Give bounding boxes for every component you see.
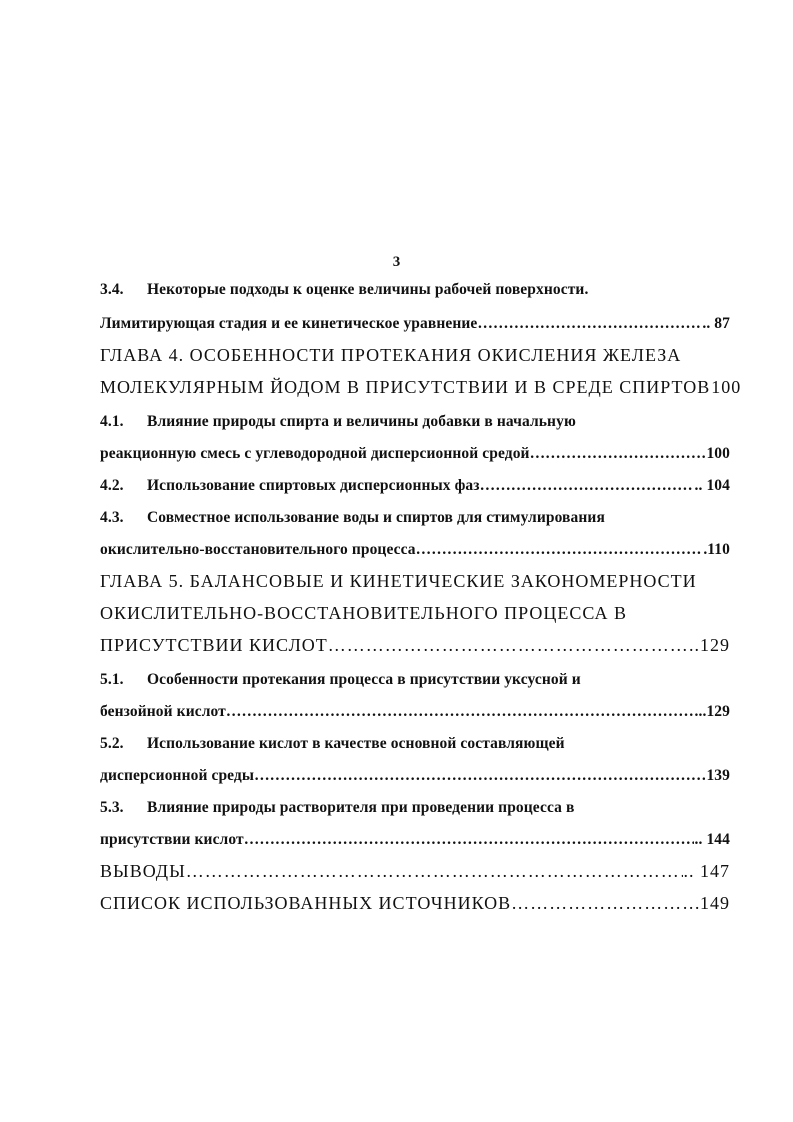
section-number: 5.2. xyxy=(100,735,124,752)
dot-leader xyxy=(511,893,699,914)
entry-title: ВЫВОДЫ xyxy=(100,861,186,881)
entry-title-cont: Лимитирующая стадия и ее кинетическое уравнение xyxy=(100,315,478,332)
entry-title: Влияние природы растворителя при проведении процесса в xyxy=(147,799,575,816)
dot-leader xyxy=(254,767,705,785)
toc-chapter-5-heading xyxy=(100,571,697,592)
toc-chapter-4-heading xyxy=(100,345,681,366)
chapter-title-cont: ОКИСЛИТЕЛЬНО-ВОССТАНОВИТЕЛЬНОГО ПРОЦЕССА В xyxy=(100,603,627,623)
section-number: 3.4. xyxy=(100,281,124,298)
entry-title-cont: бензойной кислот xyxy=(100,703,226,720)
dot-leader xyxy=(530,445,706,463)
entry-title: Некоторые подходы к оценке величины рабочей поверхности. xyxy=(147,281,589,298)
toc-entry-5-2[interactable] xyxy=(100,767,730,785)
entry-title: Совместное использование воды и спиртов для стимулирования xyxy=(147,509,605,526)
chapter-title: ГЛАВА 5. БАЛАНСОВЫЕ И КИНЕТИЧЕСКИЕ ЗАКОНОМЕРНОСТИ xyxy=(100,571,697,591)
dot-leader xyxy=(416,541,703,559)
entry-title: Влияние природы спирта и величины добавки в начальную xyxy=(147,413,576,430)
entry-title-cont: окислительно-восстановительного процесса xyxy=(100,541,416,558)
toc-entry-4-1[interactable] xyxy=(100,445,730,463)
toc-entry-4-2[interactable] xyxy=(100,477,730,495)
entry-title: Использование кислот в качестве основной составляющей xyxy=(147,735,565,752)
page-ref: .. 144 xyxy=(694,831,730,848)
dot-leader xyxy=(328,635,688,656)
page-ref: .. 147 xyxy=(683,861,730,881)
dot-leader xyxy=(480,477,694,495)
toc-entry-5-1-heading xyxy=(100,671,581,689)
toc-entry-5-3[interactable] xyxy=(100,831,730,849)
dot-leader xyxy=(226,703,698,721)
dot-leader xyxy=(477,315,701,333)
page-ref: 149 xyxy=(700,893,730,913)
toc-references[interactable] xyxy=(100,893,730,914)
toc-entry-3-4-heading xyxy=(100,281,588,299)
dot-leader xyxy=(244,831,694,849)
section-number: 5.3. xyxy=(100,799,124,816)
page-ref: .110 xyxy=(703,541,730,558)
page-number: 3 xyxy=(392,254,401,270)
toc-entry-3-4[interactable] xyxy=(100,315,730,333)
entry-title: Использование спиртовых дисперсионных фаз xyxy=(147,477,480,494)
section-number: 5.1. xyxy=(100,671,124,688)
section-number: 4.2. xyxy=(100,477,124,494)
chapter-title-cont: ПРИСУТСТВИИ КИСЛОТ xyxy=(100,635,328,655)
section-number: 4.3. xyxy=(100,509,124,526)
page-ref: ..129 xyxy=(698,703,730,720)
toc-entry-5-3-heading xyxy=(100,799,574,817)
toc-entry-4-3-heading xyxy=(100,509,605,527)
page-ref: .. 87 xyxy=(702,315,730,332)
toc-chapter-5[interactable] xyxy=(100,635,730,656)
dot-leader xyxy=(186,861,683,882)
toc-entry-4-3[interactable] xyxy=(100,541,730,559)
entry-title-cont: реакционную смесь с углеводородной дисперсионной средой xyxy=(100,445,530,462)
page-ref: 100 xyxy=(706,445,730,462)
entry-title: СПИСОК ИСПОЛЬЗОВАННЫХ ИСТОЧНИКОВ xyxy=(100,893,512,913)
toc-entry-5-1[interactable] xyxy=(100,703,730,721)
chapter-title: ГЛАВА 4. ОСОБЕННОСТИ ПРОТЕКАНИЯ ОКИСЛЕНИЯ ЖЕЛЕЗА xyxy=(100,345,682,365)
entry-title-cont: присутствии кислот xyxy=(100,831,244,848)
toc-chapter-5-heading-2 xyxy=(100,603,627,624)
section-number: 4.1. xyxy=(100,413,124,430)
toc-conclusions[interactable] xyxy=(100,861,730,882)
entry-title-cont: дисперсионной среды xyxy=(100,767,255,784)
toc-entry-5-2-heading xyxy=(100,735,565,753)
toc-chapter-4[interactable] xyxy=(100,377,742,398)
page-ref: ..129 xyxy=(689,635,730,655)
entry-title: Особенности протекания процесса в присутствии уксусной и xyxy=(147,671,581,688)
page-ref: 100 xyxy=(711,377,742,397)
page-ref: 139 xyxy=(706,767,730,784)
toc-entry-4-1-heading xyxy=(100,413,576,431)
page-ref: .. 104 xyxy=(694,477,730,494)
chapter-title-cont: МОЛЕКУЛЯРНЫМ ЙОДОМ В ПРИСУТСТВИИ И В СРЕДЕ СПИРТОВ xyxy=(100,377,711,397)
